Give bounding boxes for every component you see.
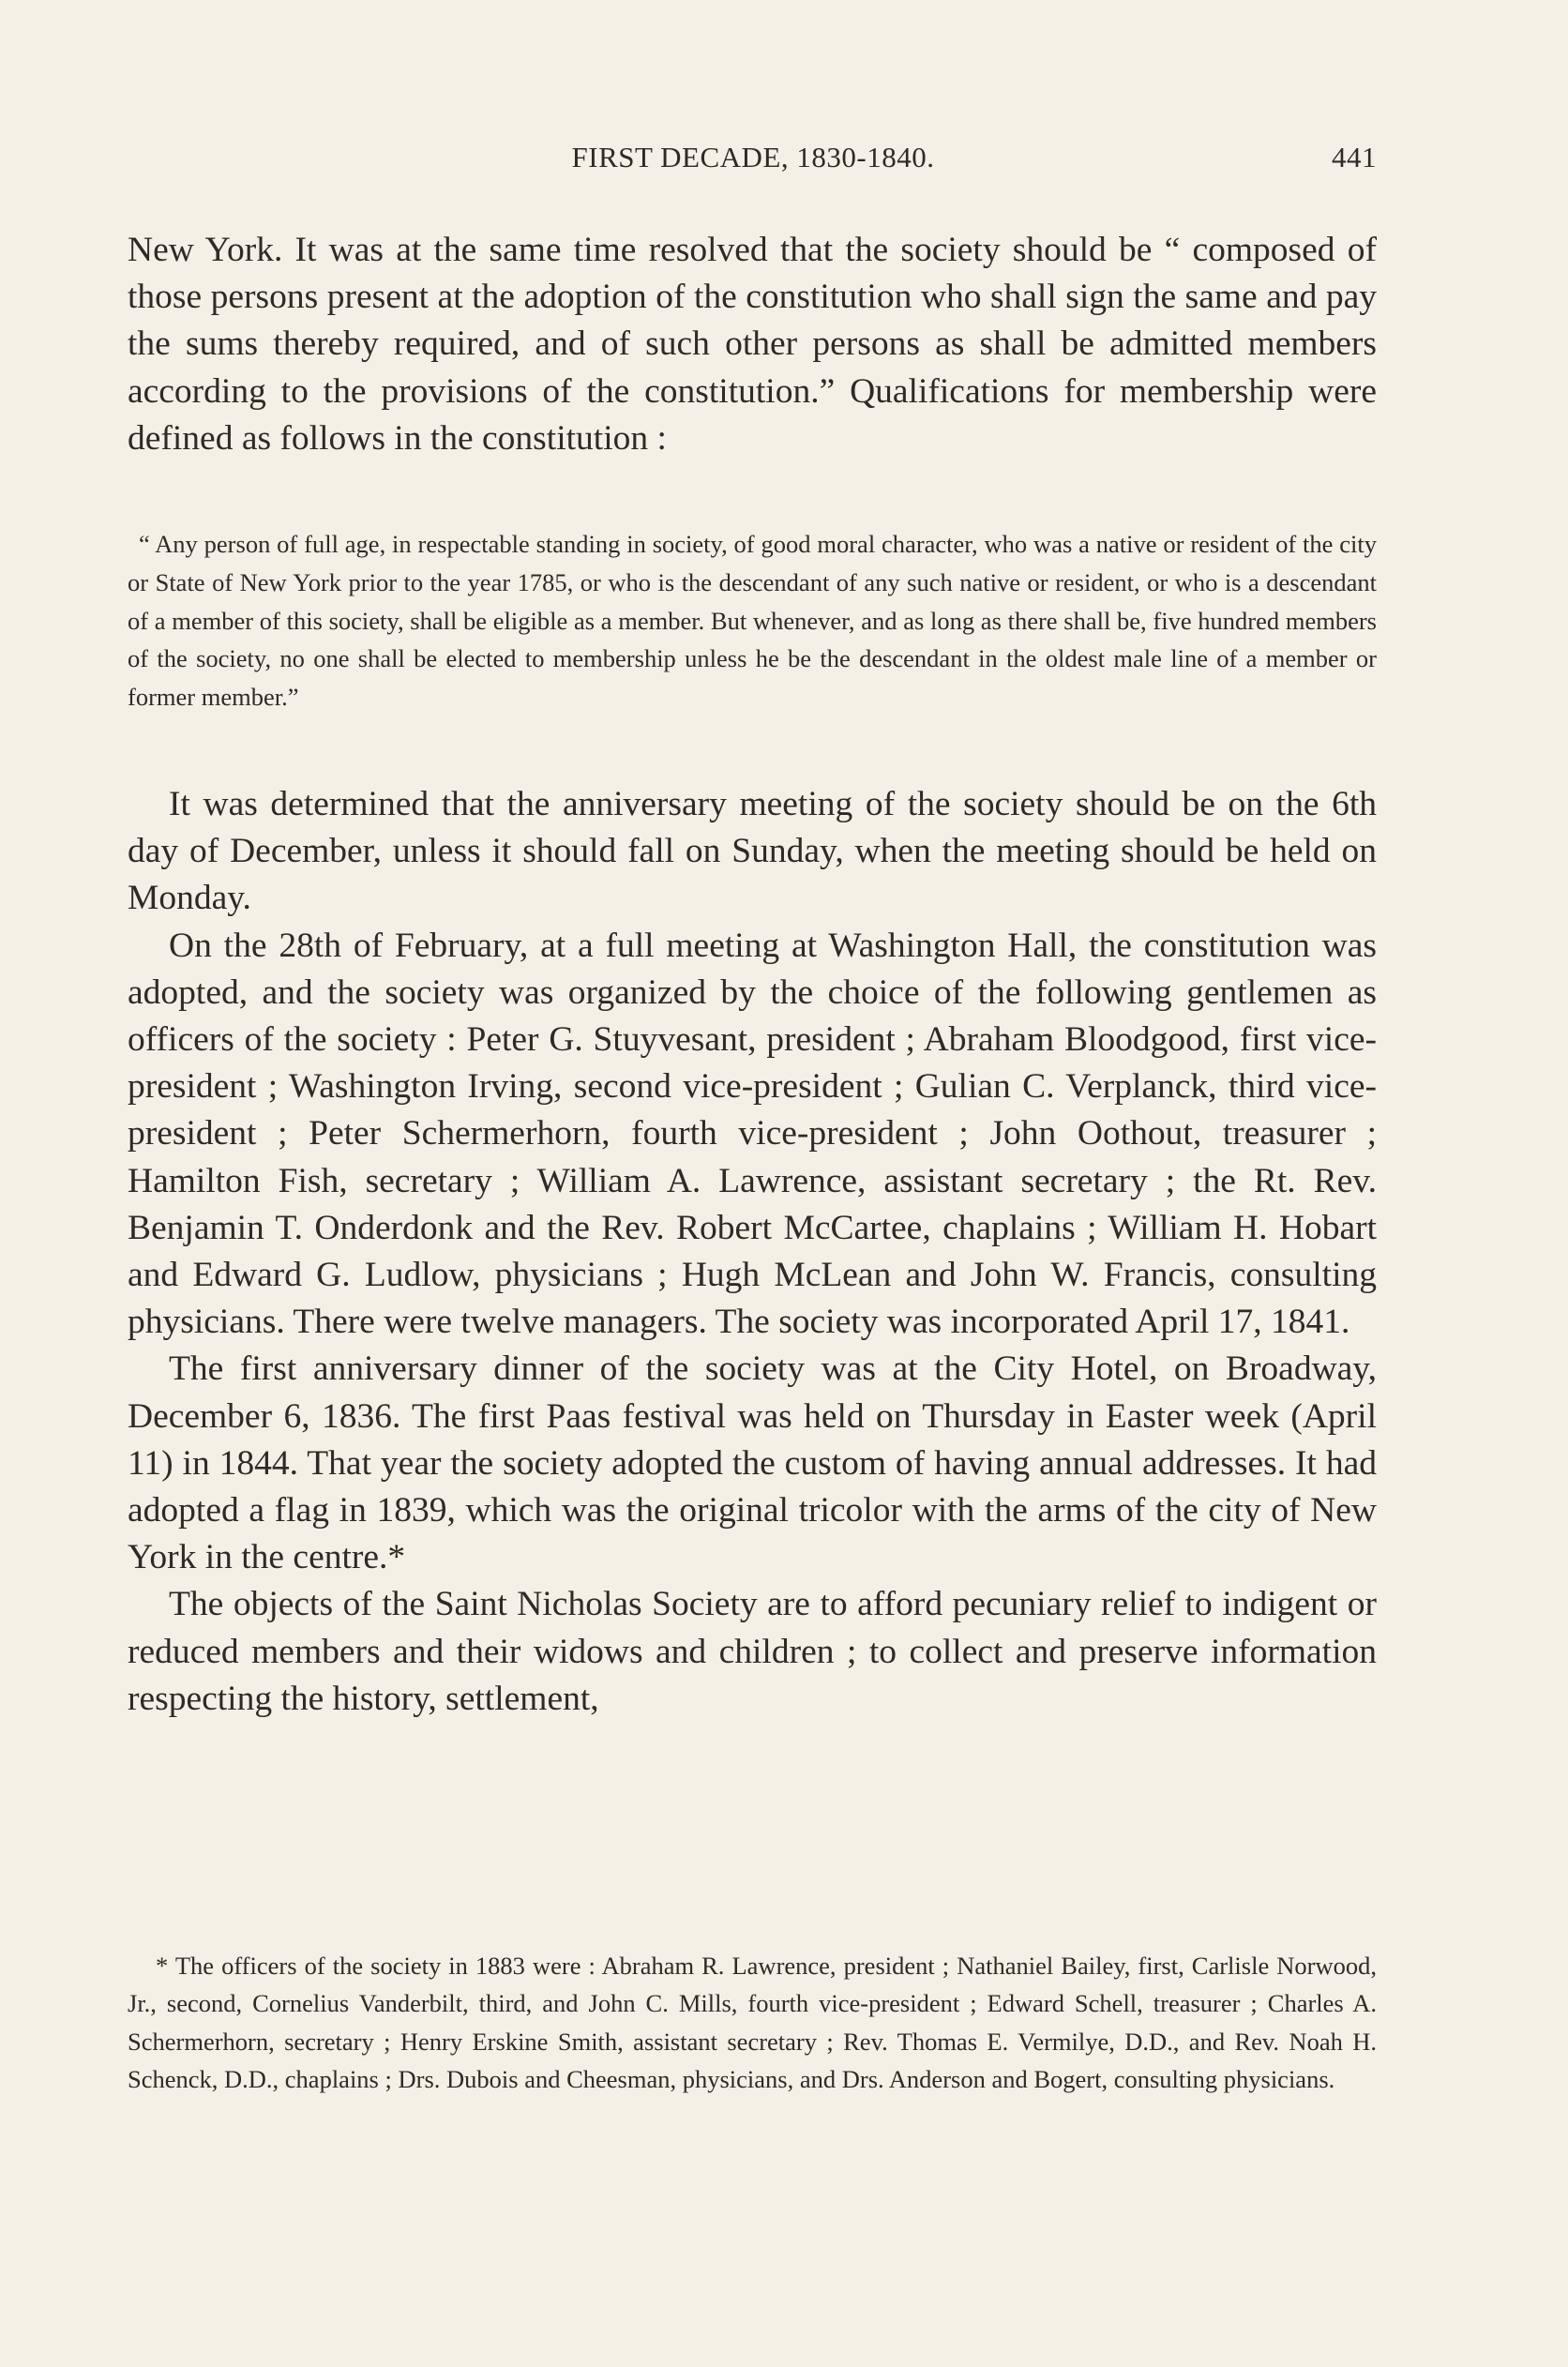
constitution-quote xyxy=(128,525,1377,716)
footnote xyxy=(128,1947,1377,2098)
paragraph-officers: On the 28th of February, at a full meeting at Washington Hall, the constitution was adopted, and the society was organized by the choice of the following gentlemen as officers of the society : Peter G. Stuyvesant, president ; Abraham Bloodgood, first vice-president ; Washington Irving, second vice-president ; Gulian C. Verplanck, third vice-president ; Peter Schermerhorn, fourth vice-president ; John Oothout, treasurer ; Hamilton Fish, secretary ; William A. Lawrence, assistant secretary ; the Rt. Rev. Benjamin T. Onderdonk and the Rev. Robert McCartee, chaplains ; William H. Hobart and Edward G. Ludlow, physicians ; Hugh McLean and John W. Francis, consulting physicians. There were twelve managers. The society was incorporated April 17, 1841. xyxy=(128,926,1377,1342)
opening-paragraph: New York. It was at the same time resolved that the society should be “ composed of those persons present at the adoption of the constitution who shall sign the same and pay the sums thereby required, and of such other persons as shall be admitted members according to the provisions of the constitution.” Qualifications for membership were defined as follows in the constitution : xyxy=(128,231,1377,458)
footnote-text: * The officers of the society in 1883 were : Abraham R. Lawrence, president ; Nathaniel Bailey, first, Carlisle Norwood, Jr., second, Cornelius Vanderbilt, third, and John C. Mills, fourth vice-president ; Edward Schell, treasurer ; Charles A. Schermerhorn, secretary ; Henry Erskine Smith, assistant secretary ; Rev. Thomas E. Vermilye, D.D., and Rev. Noah H. Schenck, D.D., chaplains ; Drs. Dubois and Cheesman, physicians, and Drs. Anderson and Bogert, consulting physicians. xyxy=(128,1952,1377,2093)
paragraph-first-dinner: The first anniversary dinner of the society was at the City Hotel, on Broadway, December 6, 1836. The first Paas festival was held on Thursday in Easter week (April 11) in 1844. That year the society adopted the custom of having annual addresses. It had adopted a flag in 1839, which was the original tricolor with the arms of the city of New York in the centre.* xyxy=(128,1349,1377,1577)
paragraph-anniversary-meeting: It was determined that the anniversary meeting of the society should be on the 6th day of December, unless it should fall on Sunday, when the meeting should be held on Monday. xyxy=(128,785,1377,918)
page-number: 441 xyxy=(1332,141,1377,173)
main-text-block xyxy=(128,781,1377,1723)
page-header xyxy=(129,141,1377,178)
opening-text-block xyxy=(128,227,1377,462)
quote-paragraph: “ Any person of full age, in respectable standing in society, of good moral character, who was a native or resident of the city or State of New York prior to the year 1785, or who is the descendant of any such native or resident, or who is a descendant of a member of this society, shall be eligible as a member. But whenever, and as long as there shall be, five hundred members of the society, no one shall be elected to membership unless he be the descendant in the oldest male line of a member or former member.” xyxy=(128,530,1377,712)
running-title: FIRST DECADE, 1830-1840. xyxy=(571,141,935,173)
paragraph-objects: The objects of the Saint Nicholas Society are to afford pecuniary relief to indigent or reduced members and their widows and children ; to collect and preserve information respecting the history, settlement, xyxy=(128,1585,1377,1718)
